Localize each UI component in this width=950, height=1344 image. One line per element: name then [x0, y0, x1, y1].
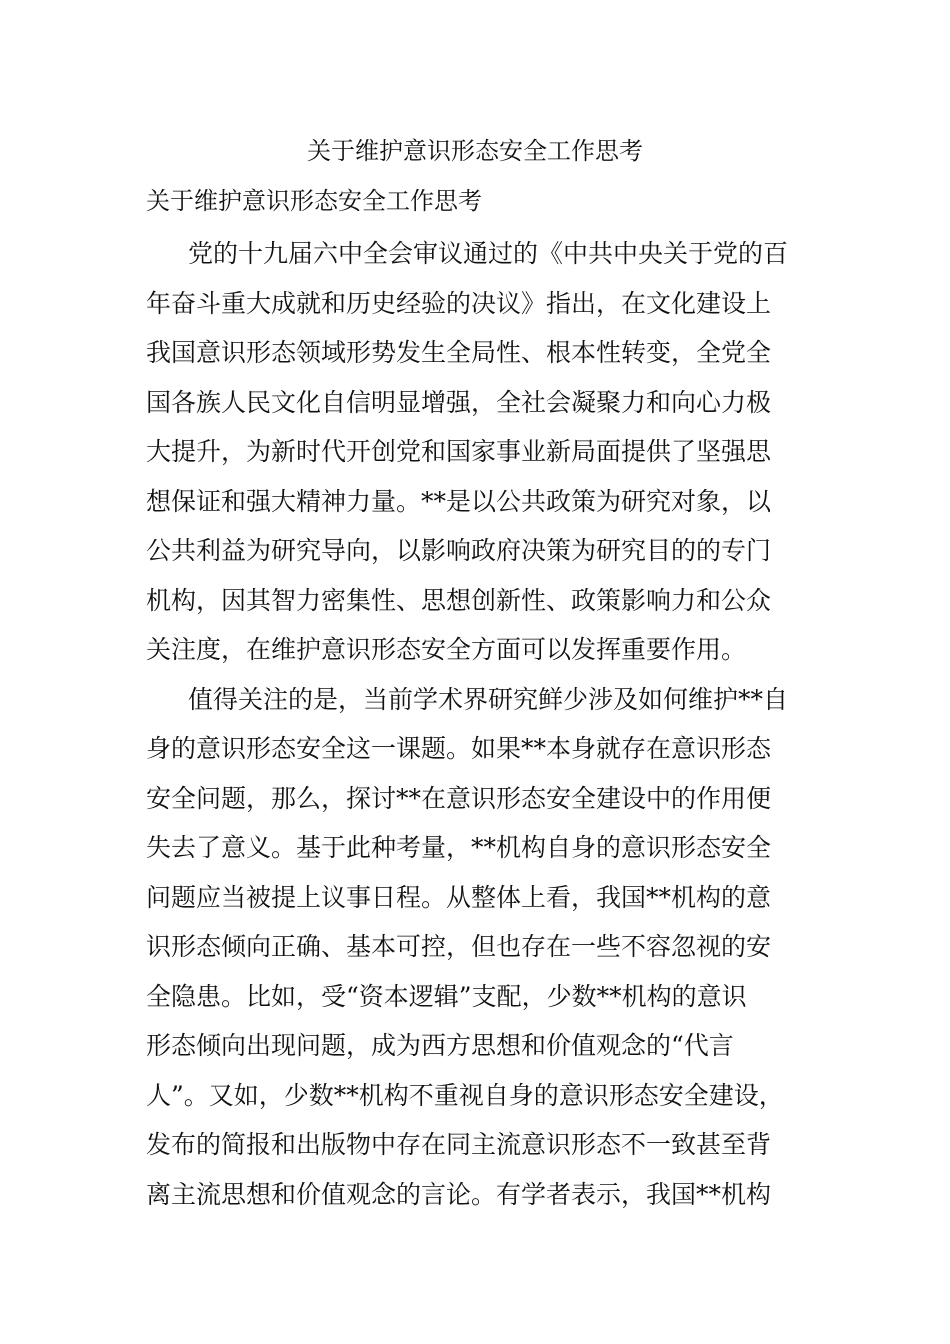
- paragraph-line: 失去了意义。基于此种考量，**机构自身的意识形态安全: [146, 833, 772, 862]
- paragraph-line: 想保证和强大精神力量。**是以公共政策为研究对象，以: [146, 486, 772, 516]
- paragraph-line: 我国意识形态领域形势发生全局性、根本性转变，全党全: [146, 338, 772, 367]
- document-body: [146, 229, 826, 1219]
- paragraph-line: 发布的简报和出版物中存在同主流意识形态不一致甚至背: [146, 1130, 772, 1159]
- paragraph-line: 形态倾向出现问题，成为西方思想和价值观念的“代言: [146, 1031, 734, 1060]
- paragraph-1: [146, 229, 826, 675]
- paragraph-line: 安全问题，那么，探讨**在意识形态安全建设中的作用便: [146, 783, 772, 813]
- paragraph-line: 国各族人民文化自信明显增强，全社会凝聚力和向心力极: [146, 387, 772, 417]
- paragraph-line: 问题应当被提上议事日程。从整体上看，我国**机构的意: [146, 882, 772, 912]
- paragraph-line: 关注度，在维护意识形态安全方面可以发挥重要作用。: [146, 635, 747, 664]
- paragraph-line: 识形态倾向正确、基本可控，但也存在一些不容忽视的安: [146, 932, 772, 961]
- paragraph-line: 机构，因其智力密集性、思想创新性、政策影响力和公众: [146, 585, 772, 615]
- paragraph-line: 年奋斗重大成就和历史经验的决议》指出，在文化建设上: [146, 288, 772, 318]
- paragraph-2: [146, 675, 826, 1220]
- paragraph-line: 全隐患。比如，受“资本逻辑”支配，少数**机构的意识: [146, 981, 747, 1011]
- document-subtitle: 关于维护意识形态安全工作思考: [146, 187, 482, 215]
- paragraph-line: 身的意识形态安全这一课题。如果**本身就存在意识形态: [146, 734, 772, 763]
- paragraph-line: 离主流思想和价值观念的言论。有学者表示，我国**机构: [146, 1179, 772, 1209]
- paragraph-line: 值得关注的是，当前学术界研究鲜少涉及如何维护**自: [188, 684, 789, 714]
- paragraph-line: 大提升，为新时代开创党和国家事业新局面提供了坚强思: [146, 437, 772, 466]
- document-title: 关于维护意识形态安全工作思考: [307, 137, 643, 165]
- paragraph-line: 人”。又如，少数**机构不重视自身的意识形态安全建设，: [146, 1080, 784, 1110]
- paragraph-line: 党的十九届六中全会审议通过的《中共中央关于党的百: [188, 239, 789, 268]
- paragraph-line: 公共利益为研究导向，以影响政府决策为研究目的的专门: [146, 536, 772, 565]
